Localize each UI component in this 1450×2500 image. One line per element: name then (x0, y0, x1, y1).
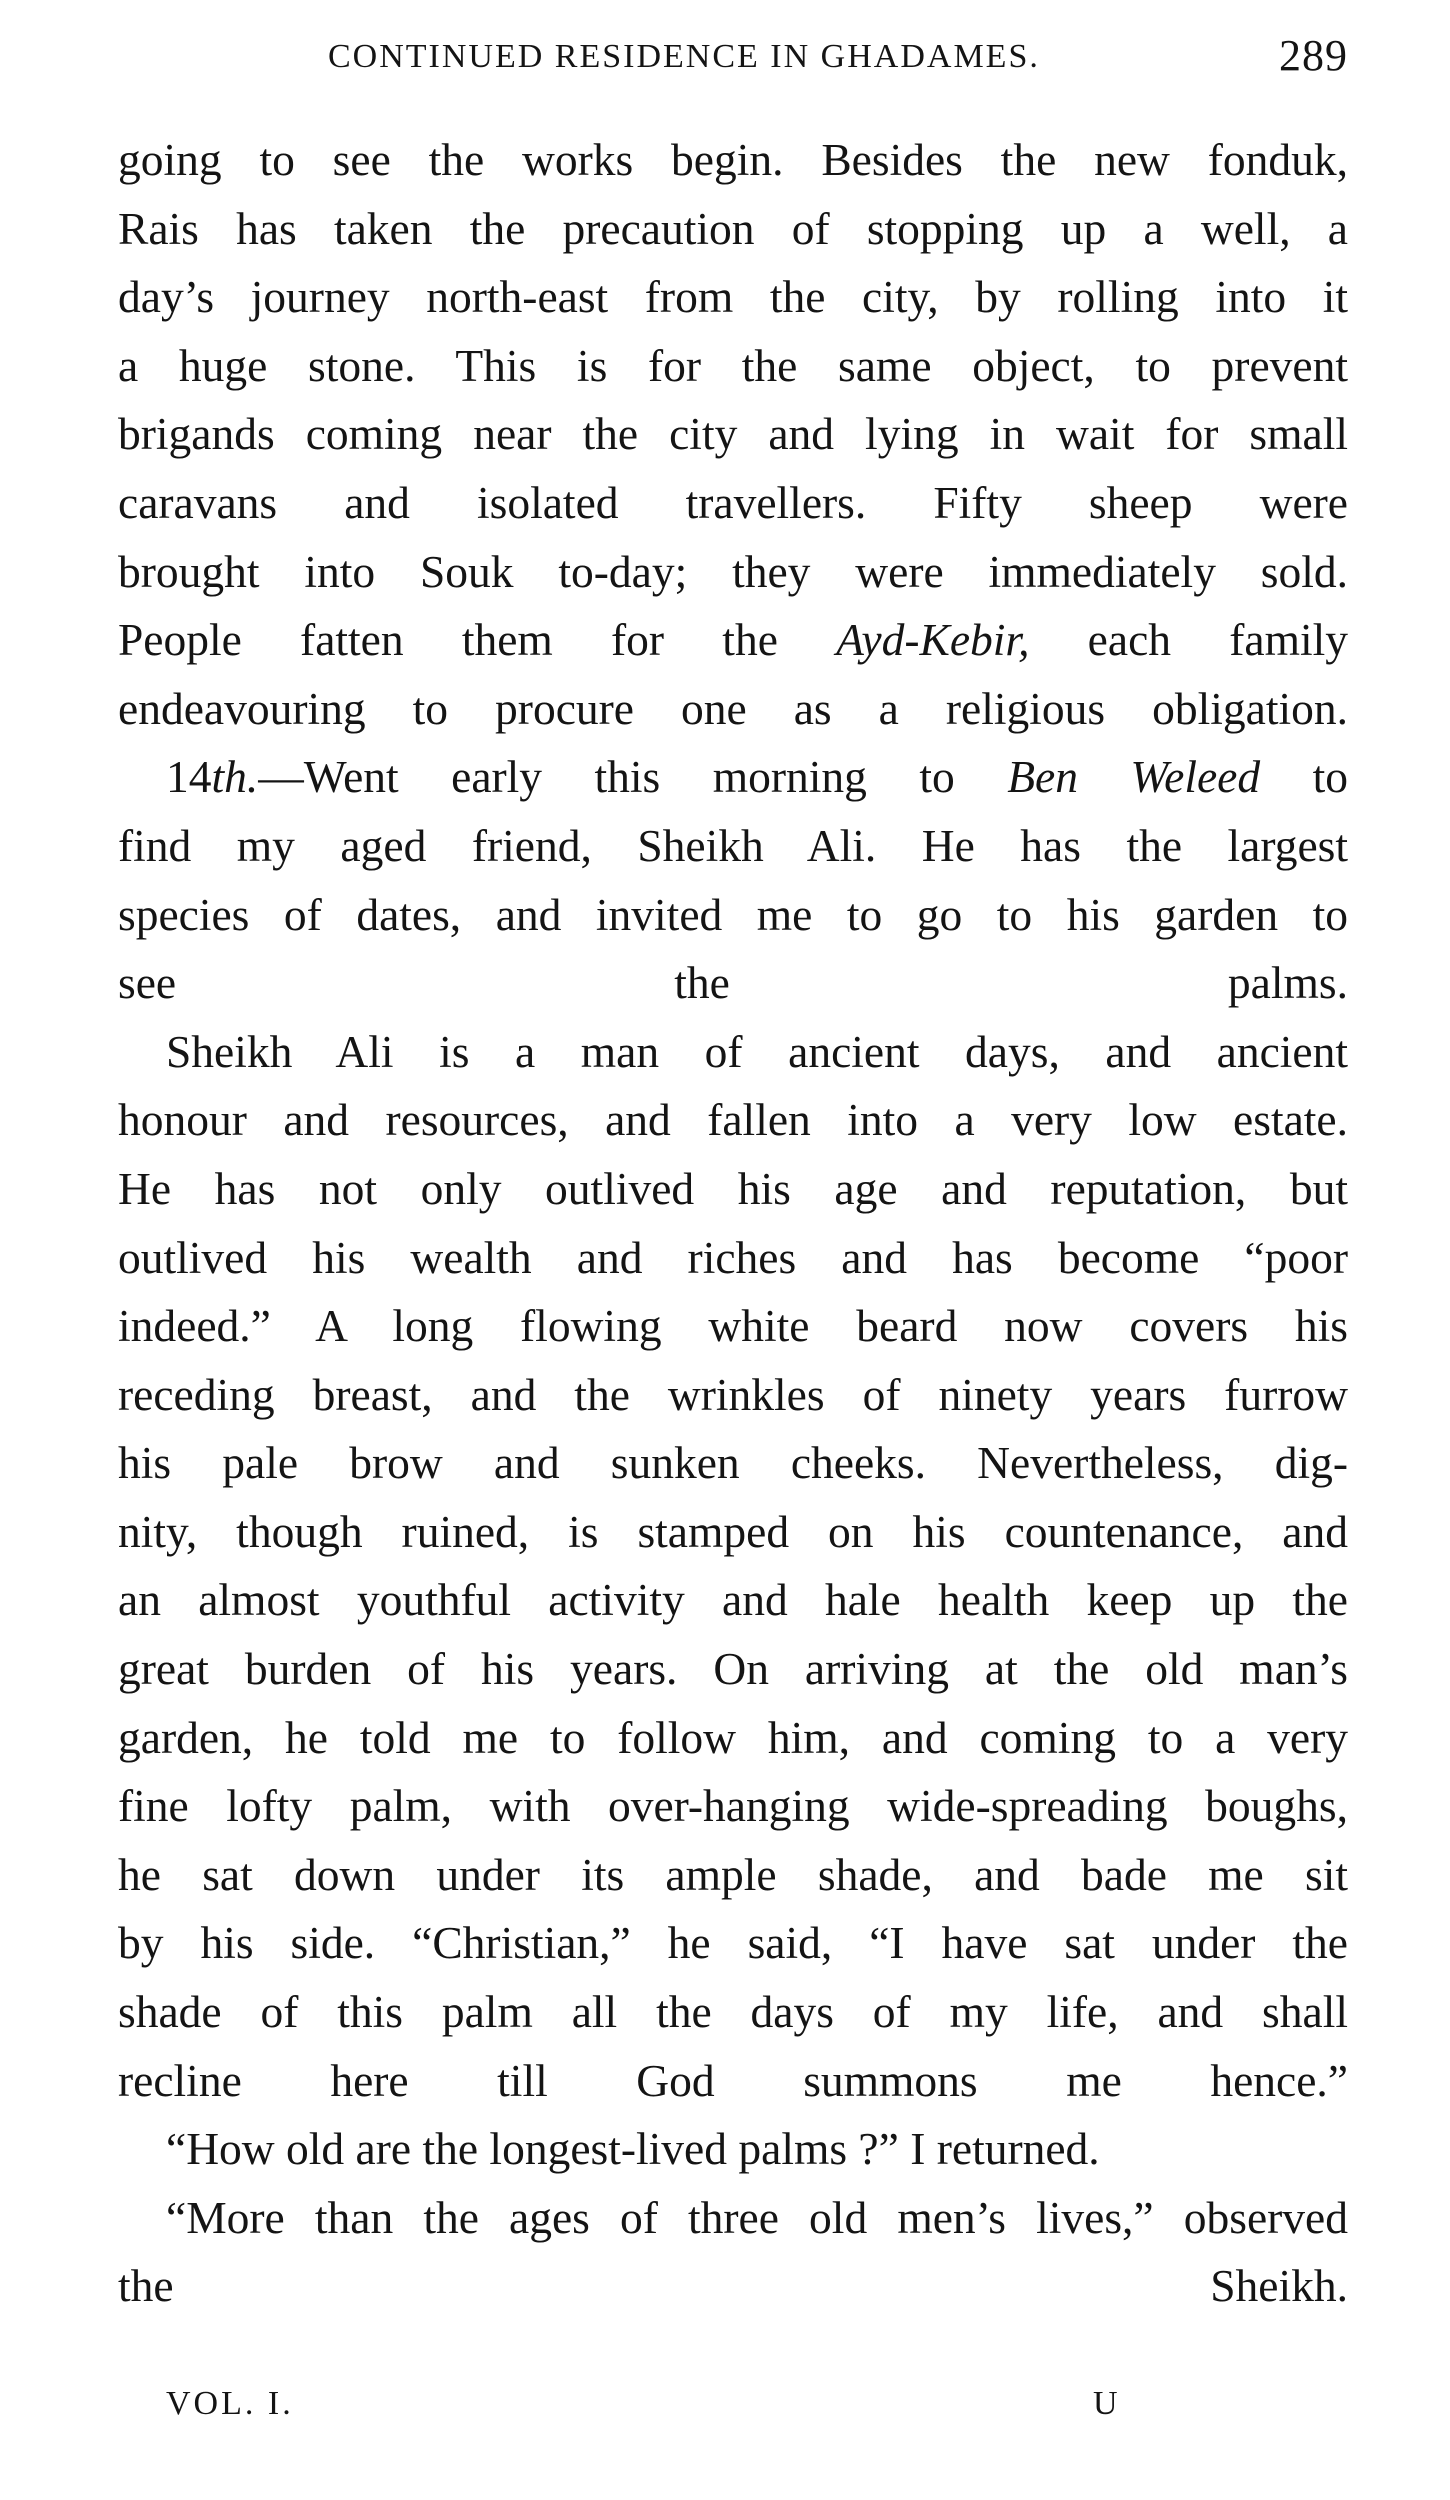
text-line: species of dates, and invited me to go to his garden to (118, 888, 1348, 940)
volume-mark: VOL. I. (166, 2385, 294, 2422)
text-line: fine lofty palm, with over-hanging wide-spreading boughs, (118, 1780, 1348, 1832)
text-line: honour and resources, and fallen into a very low estate. (118, 1094, 1348, 1146)
text-line: great burden of his years. On arriving at the old man’s (118, 1643, 1348, 1695)
text-line: an almost youthful activity and hale health keep up the (118, 1574, 1348, 1626)
text-line: indeed.” A long flowing white beard now covers his (118, 1300, 1348, 1352)
text-line: find my aged friend, Sheikh Ali. He has the largest (118, 819, 1348, 871)
page-footer (118, 2385, 1348, 2445)
text-line-part: People fatten them for the (118, 614, 837, 666)
text-line: “How old are the longest-lived palms ?” I returned. (166, 2123, 1100, 2175)
text-line: shade of this palm all the days of my life, and shall (118, 1986, 1348, 2038)
text-line: nity, though ruined, is stamped on his countenance, and (118, 1505, 1348, 1557)
text-line: see the palms. (118, 957, 1348, 1009)
text-line-part: each family (1029, 614, 1349, 666)
date-suffix: th. (211, 751, 259, 803)
text-line: garden, he told me to follow him, and coming to a very (118, 1711, 1348, 1763)
paragraph-2 (118, 743, 1348, 1017)
text-line: the Sheikh. (118, 2260, 1348, 2312)
text-line: Sheikh Ali is a man of ancient days, and ancient (166, 1025, 1348, 1077)
running-head: CONTINUED RESIDENCE IN GHADAMES. (328, 38, 1040, 75)
page-header (118, 30, 1348, 90)
text-line: a huge stone. This is for the same object, to prevent (118, 339, 1348, 391)
text-line: his pale brow and sunken cheeks. Nevertheless, dig- (118, 1437, 1348, 1489)
text-line: brought into Souk to-day; they were immediately sold. (118, 545, 1348, 597)
text-line: caravans and isolated travellers. Fifty sheep were (118, 476, 1348, 528)
italic-place-name: Ben Weleed (1007, 751, 1261, 803)
paragraph-1 (118, 126, 1348, 743)
text-line: outlived his wealth and riches and has become “poor (118, 1231, 1348, 1283)
text-line-part: to (1260, 751, 1348, 803)
text-line: receding breast, and the wrinkles of ninety years furrow (118, 1368, 1348, 1420)
text-line-part: —Went early this morning to (258, 751, 1008, 803)
text-line: by his side. “Christian,” he said, “I have sat under the (118, 1917, 1348, 1969)
text-line: recline here till God summons me hence.” (118, 2054, 1348, 2106)
text-line: “More than the ages of three old men’s lives,” observed (166, 2191, 1348, 2243)
date-number: 14 (166, 751, 212, 803)
text-line: endeavouring to procure one as a religious obligation. (118, 682, 1348, 734)
text-line: brigands coming near the city and lying in wait for small (118, 408, 1348, 460)
paragraph-3 (118, 1018, 1348, 2116)
text-line: Rais has taken the precaution of stopping up a well, a (118, 202, 1348, 254)
text-line: going to see the works begin. Besides the new fonduk, (118, 134, 1348, 185)
italic-term: Ayd-Kebir, (836, 614, 1030, 666)
text-line: day’s journey north-east from the city, by rolling into it (118, 271, 1348, 323)
signature-mark: U (1093, 2385, 1118, 2422)
page-number: 289 (1279, 31, 1348, 80)
body-text (118, 126, 1348, 2321)
paragraph-5 (118, 2184, 1348, 2321)
text-line: He has not only outlived his age and reputation, but (118, 1162, 1348, 1214)
text-line: he sat down under its ample shade, and bade me sit (118, 1848, 1348, 1900)
paragraph-4 (118, 2115, 1348, 2184)
